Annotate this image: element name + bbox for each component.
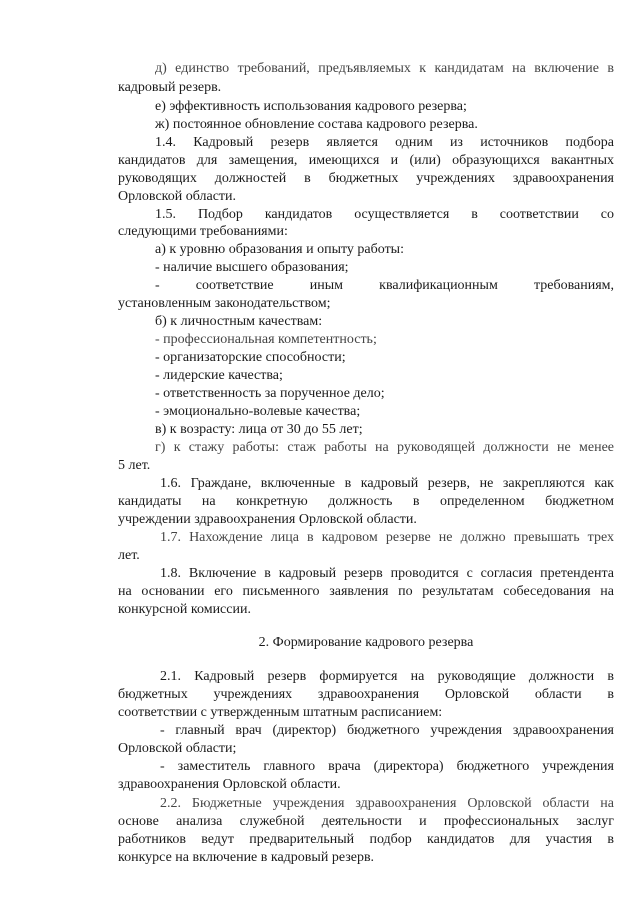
text-line: - наличие высшего образования; xyxy=(155,260,349,275)
text-line: г) к стажу работы: стаж работы на руководящей должности не менее xyxy=(155,440,614,455)
text-line: - профессиональная компетентность; xyxy=(155,332,377,347)
text-line: - эмоционально-волевые качества; xyxy=(155,404,361,419)
text-line: ж) постоянное обновление состава кадрового резерва. xyxy=(155,117,478,132)
text-line: кандидатов для замещения, имеющихся и (или) образующихся вакантных xyxy=(118,153,614,168)
text-line: 1.8. Включение в кадровый резерв проводится с согласия претендента xyxy=(160,566,614,581)
text-line: здравоохранения Орловской области. xyxy=(118,777,341,792)
text-line: работников ведут предварительный подбор кандидатов для участия в xyxy=(118,832,614,847)
text-line: 5 лет. xyxy=(118,458,151,473)
text-line: - соответствие иным квалификационным требованиям, xyxy=(155,278,614,293)
text-line: б) к личностным качествам: xyxy=(155,314,323,329)
text-line: Орловской области; xyxy=(118,741,237,756)
text-line: - главный врач (директор) бюджетного учреждения здравоохранения xyxy=(160,723,614,738)
text-line: - ответственность за порученное дело; xyxy=(155,386,385,401)
section-heading: 2. Формирование кадрового резерва xyxy=(258,635,474,650)
text-line: основе анализа служебной деятельности и профессиональных заслуг xyxy=(118,814,614,829)
text-line: Орловской области. xyxy=(118,189,237,204)
text-line: д) единство требований, предъявляемых к кандидатам на включение в xyxy=(155,61,614,76)
text-line: учреждении здравоохранения Орловской области. xyxy=(118,512,417,527)
text-line: 1.7. Нахождение лица в кадровом резерве не должно превышать трех xyxy=(160,530,614,545)
text-line: - лидерские качества; xyxy=(155,368,283,383)
text-line: установленным законодательством; xyxy=(118,296,331,311)
text-line: конкурсе на включение в кадровый резерв. xyxy=(118,850,375,865)
text-line: в) к возрасту: лица от 30 до 55 лет; xyxy=(155,422,363,437)
text-line: - заместитель главного врача (директора) бюджетного учреждения xyxy=(160,759,614,774)
text-line: бюджетных учреждениях здравоохранения Орловской области в xyxy=(118,687,614,702)
text-line: лет. xyxy=(118,548,140,563)
text-line: конкурсной комиссии. xyxy=(118,602,251,617)
text-line: 2.1. Кадровый резерв формируется на руководящие должности в xyxy=(160,669,614,684)
text-line: 1.5. Подбор кандидатов осуществляется в соответствии со xyxy=(155,207,614,222)
text-line: е) эффективность использования кадрового резерва; xyxy=(155,99,467,114)
text-line: 1.4. Кадровый резерв является одним из источников подбора xyxy=(155,135,614,150)
text-line: 1.6. Граждане, включенные в кадровый резерв, не закрепляются как xyxy=(160,476,614,491)
text-line: на основании его письменного заявления по результатам собеседования на xyxy=(118,584,614,599)
text-line: 2.2. Бюджетные учреждения здравоохранения Орловской области на xyxy=(160,796,614,811)
text-line: кандидаты на конкретную должность в определенном бюджетном xyxy=(118,494,614,509)
text-line: следующими требованиями: xyxy=(118,224,288,239)
text-line: соответствии с утвержденным штатным расписанием: xyxy=(118,705,443,720)
text-line: руководящих должностей в бюджетных учреждениях здравоохранения xyxy=(118,171,614,186)
text-line: а) к уровню образования и опыту работы: xyxy=(155,242,404,257)
text-line: - организаторские способности; xyxy=(155,350,346,365)
text-line: кадровый резерв. xyxy=(118,80,222,95)
